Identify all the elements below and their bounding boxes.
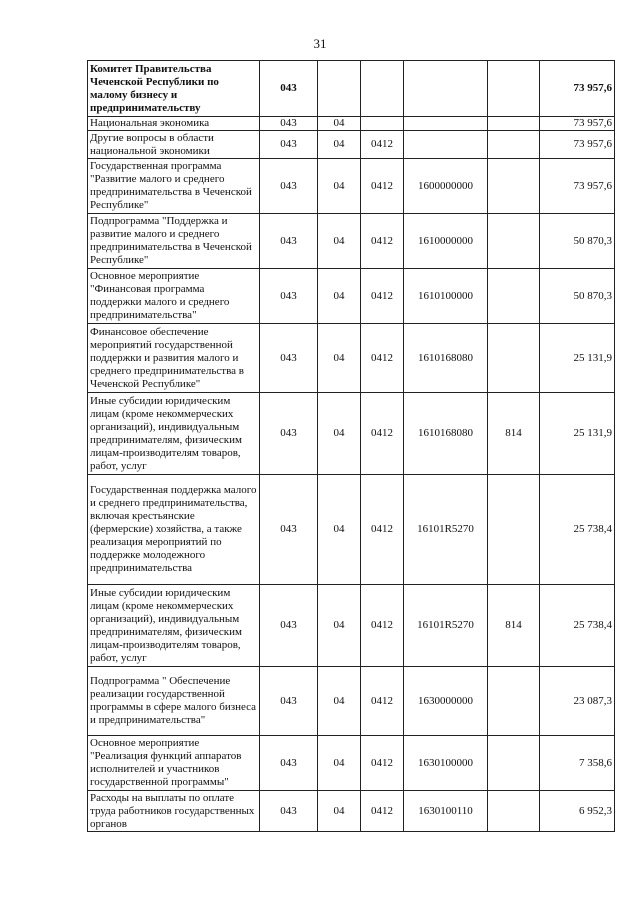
table-row <box>88 131 615 159</box>
row-name: Национальная экономика <box>88 117 260 131</box>
cell-sum: 25 131,9 <box>540 324 615 393</box>
cell-csr: 16101R5270 <box>404 585 488 667</box>
cell-pr: 0412 <box>361 159 404 214</box>
row-name: Основное мероприятие "Реализация функций аппаратов исполнителей и участников государственной программы" <box>88 736 260 791</box>
cell-vr <box>488 324 540 393</box>
cell-pr: 0412 <box>361 269 404 324</box>
budget-table <box>87 60 615 832</box>
cell-ved: 043 <box>260 159 318 214</box>
cell-sum: 25 131,9 <box>540 393 615 475</box>
cell-csr: 1630100000 <box>404 736 488 791</box>
cell-ved: 043 <box>260 791 318 832</box>
cell-rz: 04 <box>318 475 361 585</box>
cell-ved: 043 <box>260 117 318 131</box>
table-row <box>88 324 615 393</box>
cell-sum: 73 957,6 <box>540 117 615 131</box>
cell-vr <box>488 131 540 159</box>
cell-sum: 50 870,3 <box>540 269 615 324</box>
cell-pr: 0412 <box>361 791 404 832</box>
cell-sum: 73 957,6 <box>540 131 615 159</box>
cell-sum: 73 957,6 <box>540 61 615 117</box>
cell-sum: 25 738,4 <box>540 475 615 585</box>
cell-sum: 7 358,6 <box>540 736 615 791</box>
cell-csr: 16101R5270 <box>404 475 488 585</box>
row-name: Расходы на выплаты по оплате труда работников государственных органов <box>88 791 260 832</box>
cell-ved: 043 <box>260 269 318 324</box>
table-row <box>88 475 615 585</box>
table-row <box>88 667 615 736</box>
table-row <box>88 585 615 667</box>
cell-rz: 04 <box>318 393 361 475</box>
cell-ved: 043 <box>260 214 318 269</box>
cell-pr <box>361 61 404 117</box>
table-row <box>88 214 615 269</box>
cell-rz <box>318 61 361 117</box>
cell-vr <box>488 117 540 131</box>
cell-rz: 04 <box>318 214 361 269</box>
cell-vr <box>488 269 540 324</box>
cell-rz: 04 <box>318 117 361 131</box>
cell-rz: 04 <box>318 791 361 832</box>
table-row <box>88 736 615 791</box>
cell-csr: 1610168080 <box>404 324 488 393</box>
row-name: Иные субсидии юридическим лицам (кроме некоммерческих организаций), индивидуальным предпринимателям, физическим лицам-производителям товаров, работ, услуг <box>88 585 260 667</box>
cell-csr: 1610100000 <box>404 269 488 324</box>
row-name: Финансовое обеспечение мероприятий государственной поддержки и развития малого и среднего предпринимательства в Чеченской Республике" <box>88 324 260 393</box>
cell-csr: 1630100110 <box>404 791 488 832</box>
cell-ved: 043 <box>260 324 318 393</box>
table-row <box>88 117 615 131</box>
cell-vr <box>488 667 540 736</box>
cell-pr: 0412 <box>361 475 404 585</box>
cell-rz: 04 <box>318 269 361 324</box>
table-row <box>88 159 615 214</box>
row-name: Подпрограмма " Обеспечение реализации государственной программы в сфере малого бизнеса и предпринимательства" <box>88 667 260 736</box>
cell-ved: 043 <box>260 475 318 585</box>
cell-pr: 0412 <box>361 585 404 667</box>
cell-ved: 043 <box>260 393 318 475</box>
cell-pr: 0412 <box>361 736 404 791</box>
cell-sum: 6 952,3 <box>540 791 615 832</box>
cell-vr <box>488 475 540 585</box>
cell-csr: 1630000000 <box>404 667 488 736</box>
cell-rz: 04 <box>318 585 361 667</box>
cell-vr: 814 <box>488 585 540 667</box>
cell-vr <box>488 214 540 269</box>
cell-pr: 0412 <box>361 131 404 159</box>
cell-pr <box>361 117 404 131</box>
cell-csr <box>404 117 488 131</box>
cell-sum: 50 870,3 <box>540 214 615 269</box>
cell-pr: 0412 <box>361 667 404 736</box>
row-name: Иные субсидии юридическим лицам (кроме некоммерческих организаций), индивидуальным предпринимателям, физическим лицам-производителям товаров, работ, услуг <box>88 393 260 475</box>
cell-vr <box>488 791 540 832</box>
cell-vr: 814 <box>488 393 540 475</box>
cell-pr: 0412 <box>361 393 404 475</box>
row-name: Государственная поддержка малого и среднего предпринимательства, включая крестьянские (фермерские) хозяйства, а также реализация мероприятий по поддержке молодежного предпринимательства <box>88 475 260 585</box>
cell-ved: 043 <box>260 667 318 736</box>
cell-vr <box>488 159 540 214</box>
cell-vr <box>488 736 540 791</box>
table-row <box>88 791 615 832</box>
cell-sum: 25 738,4 <box>540 585 615 667</box>
cell-csr: 1610000000 <box>404 214 488 269</box>
cell-ved: 043 <box>260 736 318 791</box>
row-name: Другие вопросы в области национальной экономики <box>88 131 260 159</box>
row-name: Государственная программа "Развитие малого и среднего предпринимательства в Чеченской Республике" <box>88 159 260 214</box>
cell-ved: 043 <box>260 61 318 117</box>
cell-csr <box>404 131 488 159</box>
cell-rz: 04 <box>318 324 361 393</box>
table-row <box>88 269 615 324</box>
row-name: Основное мероприятие "Финансовая программа поддержки малого и среднего предпринимательства" <box>88 269 260 324</box>
cell-rz: 04 <box>318 667 361 736</box>
cell-sum: 23 087,3 <box>540 667 615 736</box>
cell-sum: 73 957,6 <box>540 159 615 214</box>
table-row <box>88 393 615 475</box>
cell-csr: 1610168080 <box>404 393 488 475</box>
cell-rz: 04 <box>318 131 361 159</box>
cell-ved: 043 <box>260 585 318 667</box>
cell-ved: 043 <box>260 131 318 159</box>
cell-rz: 04 <box>318 159 361 214</box>
table-row <box>88 61 615 117</box>
cell-csr <box>404 61 488 117</box>
cell-rz: 04 <box>318 736 361 791</box>
cell-vr <box>488 61 540 117</box>
cell-pr: 0412 <box>361 214 404 269</box>
cell-pr: 0412 <box>361 324 404 393</box>
row-name: Комитет Правительства Чеченской Республики по малому бизнесу и предпринимательству <box>88 61 260 117</box>
page-number: 31 <box>313 36 327 51</box>
cell-csr: 1600000000 <box>404 159 488 214</box>
row-name: Подпрограмма "Поддержка и развитие малого и среднего предпринимательства в Чеченской Республике" <box>88 214 260 269</box>
